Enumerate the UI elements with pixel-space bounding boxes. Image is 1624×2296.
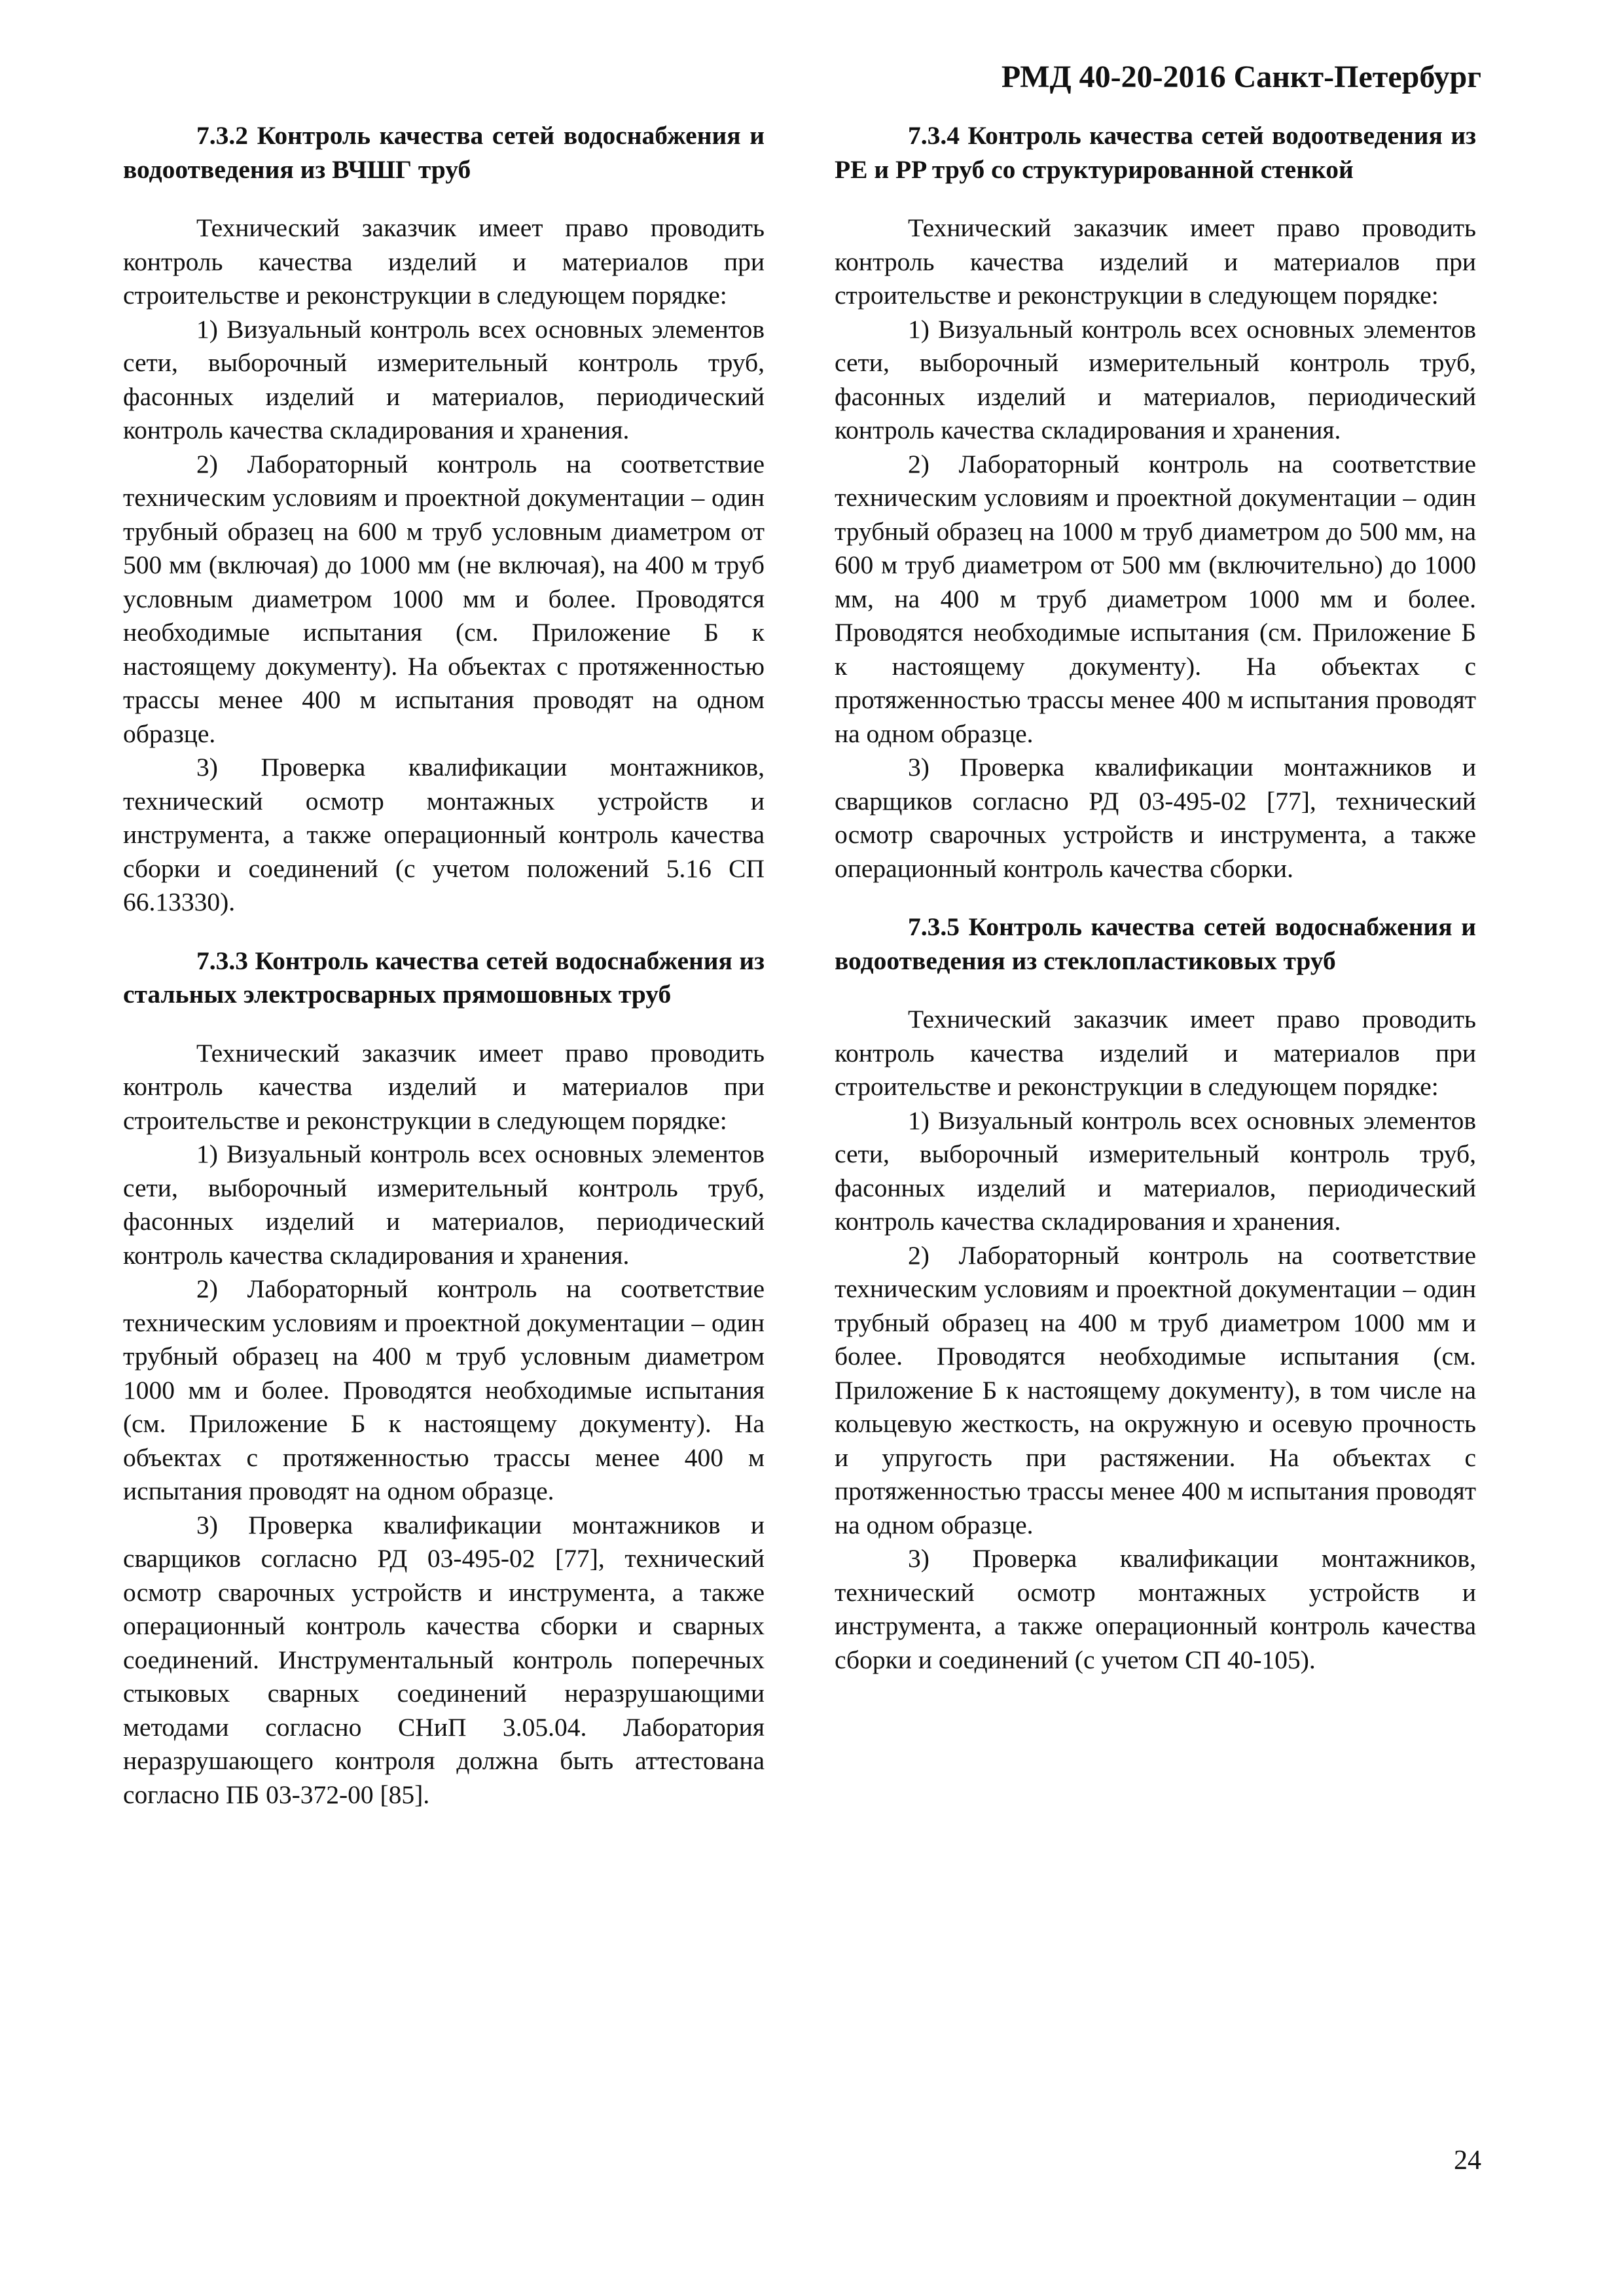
section-heading: 7.3.3 Контроль качества сетей водоснабжения из стальных электросварных прямошовных труб — [123, 946, 765, 1009]
section-heading: 7.3.5 Контроль качества сетей водоснабжения и водоотведения из стеклопластиковых труб — [835, 912, 1476, 975]
right-column — [835, 119, 1476, 1677]
list-item: 3) Проверка квалификации монтажников, технический осмотр монтажных устройств и инструмента, а также операционный контроль качества сборки и соединений (с учетом СП 40-105). — [835, 1544, 1476, 1674]
list-item: 1) Визуальный контроль всех основных элементов сети, выборочный измерительный контроль труб, фасонных изделий и материалов, периодический контроль качества складирования и хранения. — [835, 314, 1476, 444]
list-item: 2) Лабораторный контроль на соответствие техническим условиям и проектной документации – один трубный образец на 400 м труб условным диаметром 1000 мм и более. Проводятся необходимые испытания (см. Приложение Б к настоящему документу). На объектах с протяженностью трассы менее 400 м испытания проводят на одном образце. — [123, 1274, 765, 1505]
list-item: 2) Лабораторный контроль на соответствие техническим условиям и проектной документации – один трубный образец на 1000 м труб диаметром до 500 мм, на 600 м труб диаметром от 500 мм (включительно) до 1000 мм, на 400 м труб диаметром 1000 мм и более. Проводятся необходимые испытания (см. Приложение Б к настоящему документу). На объектах с протяженностью трассы менее 400 м испытания проводят на одном образце. — [835, 449, 1476, 748]
section-7-3-4 — [835, 119, 1476, 886]
list-item: 1) Визуальный контроль всех основных элементов сети, выборочный измерительный контроль труб, фасонных изделий и материалов, периодический контроль качества складирования и хранения. — [123, 314, 765, 444]
left-column — [123, 119, 765, 1812]
list-item: 3) Проверка квалификации монтажников и сварщиков согласно РД 03-495-02 [77], технический осмотр сварочных устройств и инструмента, а также операционный контроль качества сборки. — [835, 753, 1476, 883]
section-7-3-5 — [835, 910, 1476, 1677]
section-7-3-3 — [123, 944, 765, 1812]
list-item: 1) Визуальный контроль всех основных элементов сети, выборочный измерительный контроль труб, фасонных изделий и материалов, периодический контроль качества складирования и хранения. — [123, 1139, 765, 1270]
running-header: РМД 40-20-2016 Санкт-Петербург — [1001, 60, 1481, 94]
page-number: 24 — [1454, 2145, 1481, 2176]
list-item: 2) Лабораторный контроль на соответствие техническим условиям и проектной документации – один трубный образец на 400 м труб диаметром 1000 мм и более. Проводятся необходимые испытания (см. Приложение Б к настоящему документу), в том числе на кольцевую жесткость, на окружную и осевую прочность и упругость при растяжении. На объектах с протяженностью трассы менее 400 м испытания проводят на одном образце. — [835, 1240, 1476, 1539]
list-item: 3) Проверка квалификации монтажников и сварщиков согласно РД 03-495-02 [77], технический осмотр сварочных устройств и инструмента, а также операционный контроль качества сборки и сварных соединений. Инструментальный контроль поперечных стыковых сварных соединений неразрушающими методами согласно СНиП 3.05.04. Лаборатория неразрушающего контроля должна быть аттестована согласно ПБ 03-372-00 [85]. — [123, 1510, 765, 1809]
list-item: 2) Лабораторный контроль на соответствие техническим условиям и проектной документации – один трубный образец на 600 м труб условным диаметром от 500 мм (включая) до 1000 мм (не включая), на 400 м труб условным диаметром 1000 мм и более. Проводятся необходимые испытания (см. Приложение Б к настоящему документу). На объектах с протяженностью трассы менее 400 м испытания проводят на одном образце. — [123, 449, 765, 748]
section-intro: Технический заказчик имеет право проводить контроль качества изделий и материалов при строительстве и реконструкции в следующем порядке: — [835, 1005, 1476, 1101]
section-intro: Технический заказчик имеет право проводить контроль качества изделий и материалов при строительстве и реконструкции в следующем порядке: — [123, 213, 765, 310]
section-intro: Технический заказчик имеет право проводить контроль качества изделий и материалов при строительстве и реконструкции в следующем порядке: — [123, 1038, 765, 1135]
section-7-3-2 — [123, 119, 765, 920]
section-heading: 7.3.4 Контроль качества сетей водоотведения из PE и PP труб со структурированной стенкой — [835, 121, 1476, 184]
section-heading: 7.3.2 Контроль качества сетей водоснабжения и водоотведения из ВЧШГ труб — [123, 121, 765, 184]
list-item: 1) Визуальный контроль всех основных элементов сети, выборочный измерительный контроль труб, фасонных изделий и материалов, периодический контроль качества складирования и хранения. — [835, 1105, 1476, 1236]
section-intro: Технический заказчик имеет право проводить контроль качества изделий и материалов при строительстве и реконструкции в следующем порядке: — [835, 213, 1476, 310]
list-item: 3) Проверка квалификации монтажников, технический осмотр монтажных устройств и инструмента, а также операционный контроль качества сборки и соединений (с учетом положений 5.16 СП 66.13330). — [123, 753, 765, 916]
